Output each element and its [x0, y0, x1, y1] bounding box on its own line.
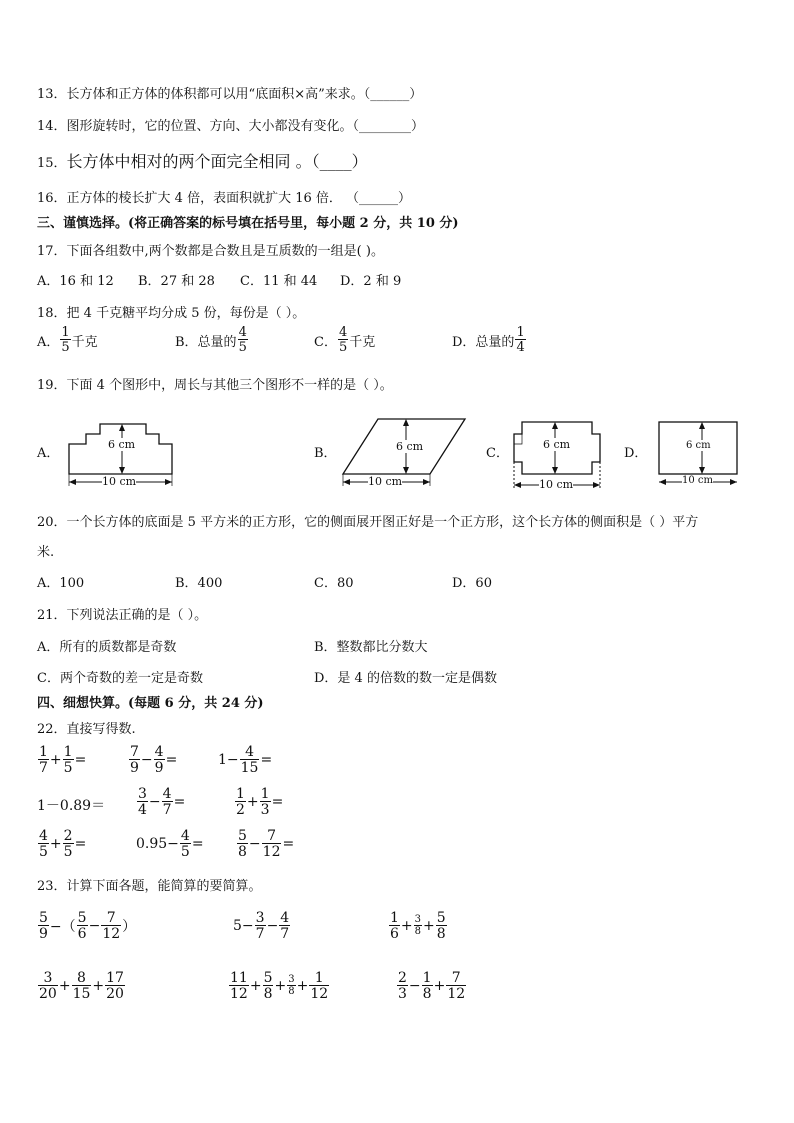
- numerator: 4: [39, 828, 48, 844]
- denominator: 7: [162, 802, 172, 818]
- operator: −: [140, 752, 153, 768]
- figure-a-stepped-shape: [64, 414, 179, 492]
- numerator: 5: [263, 970, 273, 986]
- question-17-stem: 17．下面各组数中,两个数都是合数且是互质数的一组是( )。: [37, 244, 384, 259]
- numerator: 7: [267, 828, 277, 844]
- denominator: 12: [262, 844, 281, 860]
- denominator: 9: [130, 760, 139, 776]
- fraction: [422, 971, 433, 1001]
- q20-option-a: A．100: [37, 576, 85, 591]
- q20-option-d: D．60: [452, 576, 492, 591]
- question-20-stem: 20．一个长方体的底面是 5 平方米的正方形，它的侧面展开图正好是一个正方形，这个长方体的侧面积是（ ）平方: [37, 515, 699, 530]
- question-text: 长方体中相对的两个面完全相同 。（____）: [66, 152, 368, 171]
- operator: +: [92, 978, 105, 994]
- operator: +: [274, 978, 287, 994]
- numerator: 1: [314, 970, 324, 986]
- denominator: 5: [63, 760, 73, 776]
- height-label: 6 cm: [108, 438, 136, 451]
- question-23-stem: 23．计算下面各题，能简算的要简算。: [37, 879, 262, 894]
- q22-item-8: [136, 829, 204, 859]
- question-19-stem: 19．下面 4 个图形中，周长与其他三个图形不一样的是（ ）。: [37, 378, 393, 393]
- question-22-stem: 22．直接写得数.: [37, 722, 136, 737]
- denominator: 8: [238, 844, 247, 860]
- operator: −: [88, 918, 101, 934]
- q19-label-c: C．: [486, 446, 509, 461]
- equals: =: [271, 794, 284, 810]
- option-label: B．总量的: [175, 334, 237, 350]
- q21-option-b: B．整数都比分数大: [314, 640, 428, 655]
- equals: =: [282, 836, 295, 852]
- fraction: [446, 971, 466, 1001]
- numerator: 5: [436, 910, 446, 926]
- section-4-title: 四、细想快算。(每题 6 分，共 24 分): [37, 696, 264, 711]
- height-label: 6 cm: [686, 440, 711, 451]
- q23-expr-2: [233, 911, 291, 941]
- fraction: [60, 326, 70, 354]
- denominator: 20: [106, 986, 124, 1002]
- equals: =: [74, 752, 87, 768]
- fraction: [436, 911, 447, 941]
- denominator: 12: [102, 926, 121, 942]
- numerator: 4: [245, 744, 255, 760]
- question-14: [37, 115, 424, 134]
- numerator: 7: [451, 970, 461, 986]
- operand: 1−: [218, 752, 239, 768]
- numerator: 1: [422, 970, 432, 986]
- q22-item-9: [236, 829, 294, 859]
- denominator: 3: [398, 986, 407, 1002]
- operand: 0.95−: [136, 836, 179, 852]
- fraction: [262, 829, 282, 859]
- numerator: 3: [43, 970, 53, 986]
- fraction: [38, 971, 58, 1001]
- option-label: D．总量的: [452, 334, 515, 350]
- denominator: 9: [154, 760, 164, 776]
- fraction: [63, 829, 74, 859]
- denominator: 3: [260, 802, 270, 818]
- fraction: [279, 911, 290, 941]
- option-suffix: 千克: [349, 334, 376, 350]
- operator: +: [296, 978, 309, 994]
- denominator: 5: [238, 340, 247, 355]
- denominator: 6: [77, 926, 87, 942]
- q20-option-c: C．80: [314, 576, 354, 591]
- q23-expr-5: [228, 971, 330, 1001]
- numerator: 2: [63, 828, 73, 844]
- fraction: [237, 829, 248, 859]
- fraction: [162, 787, 173, 817]
- numerator: 7: [130, 744, 139, 760]
- paren: ）: [122, 919, 137, 935]
- height-label: 6 cm: [396, 440, 424, 453]
- numerator: 3: [288, 974, 295, 985]
- numerator: 1: [61, 325, 70, 340]
- q23-expr-1: [37, 911, 136, 941]
- q18-option-d: [452, 326, 527, 354]
- numerator: 5: [39, 910, 48, 926]
- figure-d-rectangle: [654, 414, 744, 492]
- fraction: [63, 745, 74, 775]
- numerator: 7: [106, 910, 116, 926]
- denominator: 9: [39, 926, 48, 942]
- option-label: A．: [37, 334, 60, 350]
- q23-expr-4: [37, 971, 126, 1001]
- width-label: 10 cm: [539, 478, 574, 491]
- fraction: [338, 326, 348, 354]
- numerator: 1: [516, 325, 525, 340]
- numerator: 4: [162, 786, 172, 802]
- numerator: 1: [236, 786, 245, 802]
- numerator: 4: [238, 325, 247, 340]
- fraction: [287, 975, 295, 997]
- denominator: 5: [180, 844, 190, 860]
- operator: −（: [49, 919, 76, 935]
- question-20-stem-cont: 米.: [37, 545, 55, 560]
- numerator: 1: [390, 910, 399, 926]
- denominator: 5: [61, 340, 70, 355]
- q17-option-c: C．11 和 44: [240, 274, 318, 289]
- fraction: [238, 326, 248, 354]
- equals: =: [191, 836, 204, 852]
- denominator: 20: [39, 986, 57, 1002]
- equals: =: [173, 794, 186, 810]
- numerator: 4: [338, 325, 348, 340]
- operator: +: [49, 752, 62, 768]
- operand: 5−: [233, 918, 254, 934]
- q23-expr-3: [388, 911, 448, 941]
- operator: +: [249, 978, 262, 994]
- fraction: [129, 745, 140, 775]
- figure-c-stepped-shape: [507, 414, 607, 494]
- operator: +: [423, 918, 435, 934]
- q18-option-c: [314, 326, 375, 354]
- question-21-stem: 21．下列说法正确的是（ ）。: [37, 608, 208, 623]
- numerator: 2: [398, 970, 407, 986]
- fraction: [77, 911, 88, 941]
- q17-option-b: B．27 和 28: [138, 274, 215, 289]
- denominator: 12: [310, 986, 329, 1002]
- question-text: 图形旋转时，它的位置、方向、大小都没有变化。（________）: [66, 119, 425, 134]
- q22-item-2: [128, 745, 177, 775]
- numerator: 1: [63, 744, 73, 760]
- question-18-stem: 18．把 4 千克糖平均分成 5 份，每份是（ ）。: [37, 306, 306, 321]
- section-3-title: 三、谨慎选择。(将正确答案的标号填在括号里，每小题 2 分，共 10 分): [37, 216, 459, 231]
- numerator: 1: [39, 744, 48, 760]
- expression: 1－0.89＝: [37, 798, 106, 814]
- denominator: 8: [436, 926, 446, 942]
- denominator: 5: [39, 844, 48, 860]
- q19-label-a: A．: [37, 446, 60, 461]
- question-number: 16．: [37, 191, 67, 206]
- equals: =: [165, 752, 178, 768]
- fraction: [309, 971, 329, 1001]
- height-label: 6 cm: [543, 438, 571, 451]
- denominator: 8: [288, 986, 295, 997]
- q21-option-d: D．是 4 的倍数的数一定是偶数: [314, 671, 497, 686]
- numerator: 3: [255, 910, 265, 926]
- q22-item-5: [136, 787, 185, 817]
- fraction: [515, 326, 525, 354]
- operator: −: [148, 794, 161, 810]
- numerator: 1: [260, 786, 270, 802]
- fraction: [154, 745, 165, 775]
- q17-option-d: D．2 和 9: [340, 274, 402, 289]
- denominator: 2: [236, 802, 245, 818]
- denominator: 7: [280, 926, 290, 942]
- operator: +: [246, 794, 259, 810]
- numerator: 8: [77, 970, 86, 986]
- fraction: [38, 745, 49, 775]
- denominator: 6: [390, 926, 399, 942]
- numerator: 11: [230, 970, 248, 986]
- operator: +: [433, 978, 446, 994]
- option-suffix: 千克: [71, 334, 98, 350]
- operator: +: [58, 978, 71, 994]
- denominator: 8: [422, 986, 432, 1002]
- numerator: 3: [138, 786, 147, 802]
- fraction: [240, 745, 260, 775]
- q21-option-c: C．两个奇数的差一定是奇数: [37, 671, 203, 686]
- denominator: 5: [63, 844, 73, 860]
- fraction: [137, 787, 148, 817]
- denominator: 4: [138, 802, 147, 818]
- q18-option-b: [175, 326, 249, 354]
- fraction: [260, 787, 271, 817]
- q22-item-1: [37, 745, 86, 775]
- fraction: [263, 971, 274, 1001]
- denominator: 4: [516, 340, 525, 355]
- question-number: 13．: [37, 87, 67, 102]
- equals: =: [74, 836, 87, 852]
- q20-option-b: B．400: [175, 576, 223, 591]
- denominator: 15: [72, 986, 91, 1002]
- question-number: 15．: [37, 156, 67, 171]
- numerator: 4: [280, 910, 290, 926]
- q17-option-a: A．16 和 12: [37, 274, 114, 289]
- numerator: 5: [238, 828, 247, 844]
- q18-option-a: [37, 326, 98, 354]
- fraction: [105, 971, 125, 1001]
- q22-item-7: [37, 829, 86, 859]
- q22-item-4: [37, 795, 105, 815]
- question-number: 14．: [37, 119, 67, 134]
- operator: +: [49, 836, 62, 852]
- fraction: [397, 971, 408, 1001]
- equals: =: [260, 752, 273, 768]
- operator: −: [266, 918, 279, 934]
- fraction: [255, 911, 266, 941]
- fraction: [38, 911, 49, 941]
- width-label: 10 cm: [102, 475, 137, 488]
- denominator: 5: [338, 340, 348, 355]
- numerator: 4: [154, 744, 164, 760]
- denominator: 7: [39, 760, 48, 776]
- question-15: [37, 149, 368, 172]
- operator: −: [408, 978, 421, 994]
- question-text: 长方体和正方体的体积都可以用“底面积×高”来求。（______）: [66, 87, 423, 102]
- operator: +: [400, 918, 413, 934]
- fraction: [229, 971, 249, 1001]
- fraction: [101, 911, 121, 941]
- denominator: 12: [230, 986, 248, 1002]
- fraction: [72, 971, 92, 1001]
- question-16: [37, 187, 411, 206]
- figure-b-parallelogram: [338, 414, 470, 492]
- q19-label-d: D．: [624, 446, 648, 461]
- denominator: 8: [414, 926, 422, 937]
- q23-expr-6: [396, 971, 467, 1001]
- operator: −: [248, 836, 261, 852]
- denominator: 12: [447, 986, 466, 1002]
- fraction: [38, 829, 49, 859]
- numerator: 4: [180, 828, 190, 844]
- q22-item-6: [234, 787, 283, 817]
- q22-item-3: [218, 745, 272, 775]
- fraction: [389, 911, 400, 941]
- question-text: 正方体的棱长扩大 4 倍，表面积就扩大 16 倍． （______）: [66, 191, 412, 206]
- option-label: C．: [314, 334, 337, 350]
- fraction: [180, 829, 191, 859]
- question-13: [37, 83, 422, 102]
- numerator: 3: [414, 914, 422, 925]
- width-label: 10 cm: [682, 475, 713, 486]
- fraction: [235, 787, 246, 817]
- q19-label-b: B．: [314, 446, 337, 461]
- denominator: 8: [263, 986, 273, 1002]
- fraction: [414, 915, 422, 937]
- q21-option-a: A．所有的质数都是奇数: [37, 640, 177, 655]
- denominator: 15: [240, 760, 259, 776]
- width-label: 10 cm: [368, 475, 403, 488]
- numerator: 17: [106, 970, 124, 986]
- numerator: 5: [77, 910, 87, 926]
- denominator: 7: [255, 926, 265, 942]
